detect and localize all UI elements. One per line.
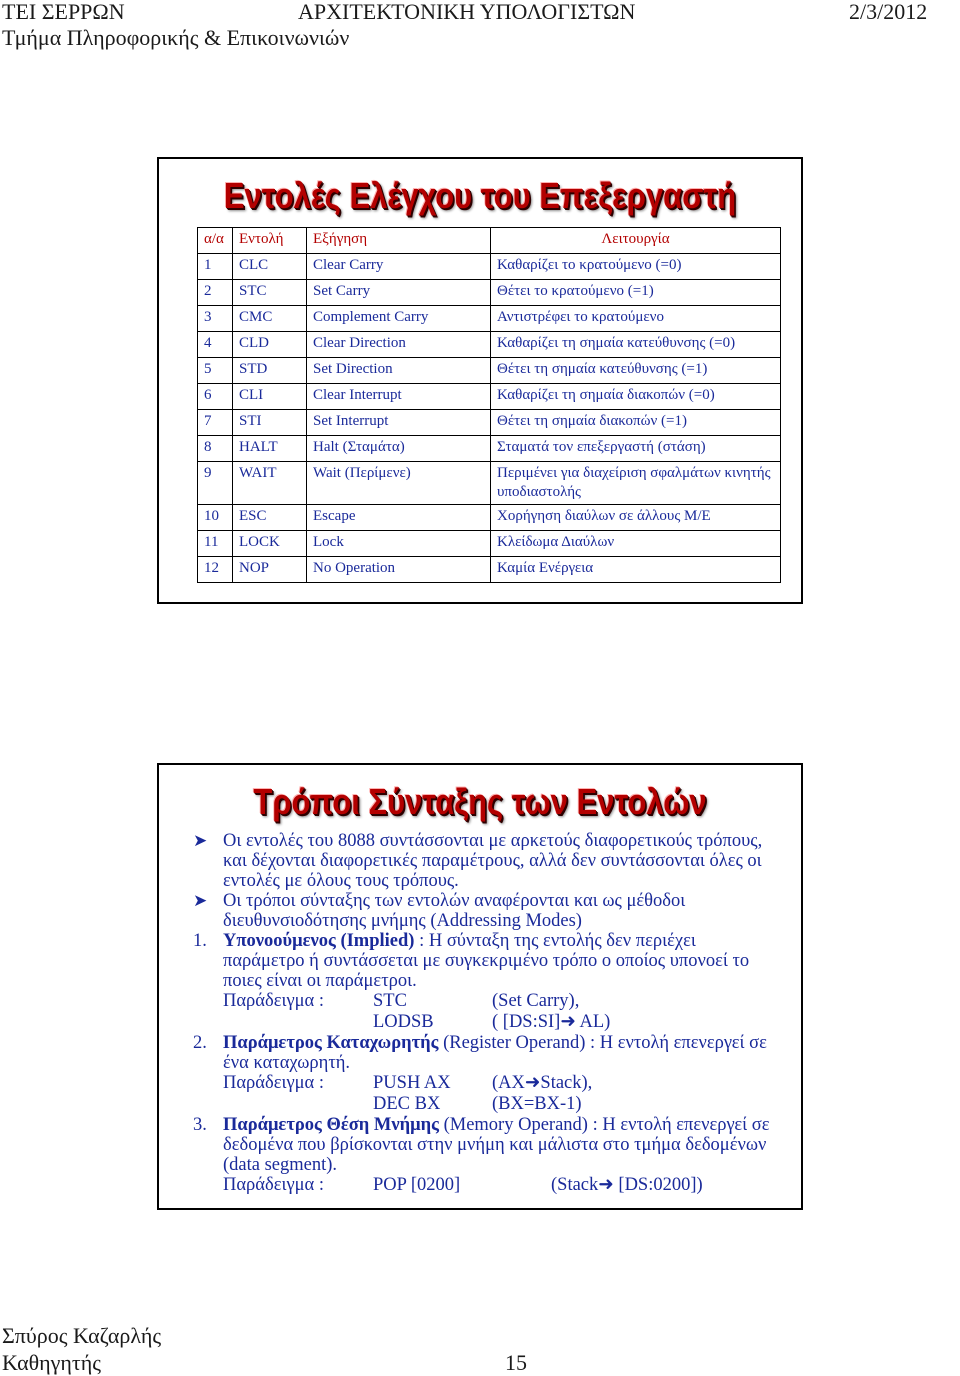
table-row — [198, 410, 781, 436]
header-date: 2/3/2012 — [849, 0, 928, 24]
item-text: (Memory Operand) : Η εντολή επενεργεί σε δεδομένα που βρίσκονται στην μνήμη και μάλιστα στο τμήμα δεδομένων (data segment). — [223, 1115, 770, 1175]
row-number: 12 — [198, 557, 233, 583]
instruction-function: Αντιστρέφει το κρατούμενο — [491, 306, 781, 332]
instruction-name: Clear Interrupt — [307, 384, 491, 410]
row-number: 7 — [198, 410, 233, 436]
instruction-mnemonic: STI — [233, 410, 307, 436]
row-number: 6 — [198, 384, 233, 410]
instruction-name: No Operation — [307, 557, 491, 583]
table-row — [198, 358, 781, 384]
instruction-function: Καμία Ενέργεια — [491, 557, 781, 583]
table-row — [198, 280, 781, 306]
page-number: 15 — [505, 1350, 527, 1375]
item-number: 3. — [193, 1115, 207, 1135]
column-header: Εντολή — [233, 228, 307, 254]
instruction-name: Halt (Σταμάτα) — [307, 436, 491, 462]
row-number: 3 — [198, 306, 233, 332]
instruction-table — [197, 227, 781, 583]
column-header: α/α — [198, 228, 233, 254]
table-row — [198, 557, 781, 583]
instruction-function: Κλείδωμα Διαύλων — [491, 531, 781, 557]
instruction-name: Clear Carry — [307, 254, 491, 280]
example-note: (Set Carry), — [492, 991, 580, 1011]
example-line — [189, 1073, 779, 1094]
example-note — [492, 1073, 592, 1093]
numbered-item — [189, 931, 779, 991]
item-term: Υπονοούμενος (Implied) — [223, 931, 415, 951]
instruction-mnemonic: ESC — [233, 505, 307, 531]
example-note — [551, 1175, 703, 1195]
footer-role: Καθηγητής — [2, 1350, 101, 1375]
slide-title: Τρόποι Σύνταξης των Εντολών — [253, 781, 707, 822]
row-number: 9 — [198, 462, 233, 505]
instruction-mnemonic: CLD — [233, 332, 307, 358]
table-row — [198, 306, 781, 332]
table-row — [198, 436, 781, 462]
slide-control-instructions — [157, 157, 803, 604]
example-line — [189, 991, 779, 1012]
instruction-mnemonic: HALT — [233, 436, 307, 462]
table-header-row — [198, 228, 781, 254]
instruction-function: Καθαρίζει τη σημαία κατεύθυνσης (=0) — [491, 332, 781, 358]
arrow-bullet-icon: ➤ — [193, 831, 208, 850]
instruction-function: Θέτει τη σημαία κατεύθυνσης (=1) — [491, 358, 781, 384]
example-note-part: [DS:0200]) — [613, 1175, 703, 1195]
instruction-function: Περιμένει για διαχείριση σφαλμάτων κινητής υποδιαστολής — [491, 462, 781, 505]
instruction-function: Σταματά τον επεξεργαστή (στάση) — [491, 436, 781, 462]
bullet-paragraph — [189, 891, 779, 931]
slide-body — [189, 831, 779, 1196]
instruction-mnemonic: LOCK — [233, 531, 307, 557]
example-label: Παράδειγμα : — [223, 1073, 324, 1093]
row-number: 10 — [198, 505, 233, 531]
header-department: Τμήμα Πληροφορικής & Επικοινωνιών — [2, 25, 350, 50]
instruction-mnemonic: CLC — [233, 254, 307, 280]
item-number: 2. — [193, 1033, 207, 1053]
bullet-text: Οι τρόποι σύνταξης των εντολών αναφέρονται και ως μέθοδοι διευθυνσιοδότησης μνήμης (Addressing Modes) — [223, 891, 686, 931]
row-number: 11 — [198, 531, 233, 557]
example-note-part: (Stack — [551, 1175, 599, 1195]
table-row — [198, 384, 781, 410]
footer-author: Σπύρος Καζαρλής — [2, 1323, 162, 1348]
header-course: ΑΡΧΙΤΕΚΤΟΝΙΚΗ ΥΠΟΛΟΓΙΣΤΩΝ — [298, 0, 636, 24]
example-note-part: AL) — [575, 1012, 611, 1032]
example-code: DEC BX — [373, 1094, 441, 1114]
arrow-bullet-icon: ➤ — [193, 891, 208, 910]
row-number: 8 — [198, 436, 233, 462]
example-line — [189, 1175, 779, 1196]
example-label: Παράδειγμα : — [223, 991, 324, 1011]
table-row — [198, 462, 781, 505]
instruction-name: Escape — [307, 505, 491, 531]
item-text: : Η σύνταξη της εντολής δεν περιέχει παράμετρο ή συντάσσεται με συγκεκριμένο τρόπο ο οποίος υπονοεί το ποιες είναι οι παράμετροι. — [223, 931, 750, 991]
example-line — [189, 1012, 779, 1033]
table-row — [198, 531, 781, 557]
row-number: 4 — [198, 332, 233, 358]
example-note — [492, 1012, 610, 1032]
item-text: (Register Operand) : Η εντολή επενεργεί σε ένα καταχωρητή. — [223, 1033, 767, 1073]
instruction-mnemonic: NOP — [233, 557, 307, 583]
instruction-name: Complement Carry — [307, 306, 491, 332]
example-code: PUSH AX — [373, 1073, 451, 1093]
example-note: (BX=BX-1) — [492, 1094, 582, 1114]
row-number: 5 — [198, 358, 233, 384]
right-arrow-icon: ➜ — [524, 1073, 541, 1093]
example-note-part: ( [DS:SI] — [492, 1012, 561, 1032]
right-arrow-icon: ➜ — [598, 1175, 614, 1195]
table-row — [198, 332, 781, 358]
example-note-part: (AX — [492, 1073, 525, 1093]
example-note-part: Stack), — [540, 1073, 593, 1093]
example-line — [189, 1094, 779, 1115]
instruction-name: Wait (Περίμενε) — [307, 462, 491, 505]
example-label: Παράδειγμα : — [223, 1175, 324, 1195]
row-number: 2 — [198, 280, 233, 306]
example-code: LODSB — [373, 1012, 434, 1032]
right-arrow-icon: ➜ — [560, 1012, 576, 1032]
header-school: ΤΕΙ ΣΕΡΡΩΝ — [2, 0, 125, 24]
instruction-name: Set Carry — [307, 280, 491, 306]
item-term: Παράμετρος Θέση Μνήμης — [223, 1115, 439, 1135]
numbered-item — [189, 1033, 779, 1073]
item-term: Παράμετρος Καταχωρητής — [223, 1033, 439, 1053]
instruction-mnemonic: CLI — [233, 384, 307, 410]
table-row — [198, 254, 781, 280]
instruction-function: Θέτει το κρατούμενο (=1) — [491, 280, 781, 306]
column-header: Εξήγηση — [307, 228, 491, 254]
row-number: 1 — [198, 254, 233, 280]
instruction-mnemonic: CMC — [233, 306, 307, 332]
instruction-mnemonic: STD — [233, 358, 307, 384]
instruction-name: Set Direction — [307, 358, 491, 384]
bullet-text: Οι εντολές του 8088 συντάσσονται με αρκετούς διαφορετικούς τρόπους, και δέχονται διαφορετικές παραμέτρους, αλλά δεν συντάσσονται όλες οι εντολές με όλους τους τρόπους. — [223, 831, 763, 891]
instruction-function: Χορήγηση διαύλων σε άλλους Μ/Ε — [491, 505, 781, 531]
instruction-mnemonic: STC — [233, 280, 307, 306]
numbered-item — [189, 1115, 779, 1175]
instruction-mnemonic: WAIT — [233, 462, 307, 505]
example-code: POP [0200] — [373, 1175, 461, 1195]
instruction-function: Καθαρίζει το κρατούμενο (=0) — [491, 254, 781, 280]
item-number: 1. — [193, 931, 207, 951]
slide-title: Εντολές Ελέγχου του Επεξεργαστή — [223, 175, 737, 216]
slide-addressing-modes — [157, 763, 803, 1210]
instruction-function: Θέτει τη σημαία διακοπών (=1) — [491, 410, 781, 436]
example-code: STC — [373, 991, 407, 1011]
instruction-name: Set Interrupt — [307, 410, 491, 436]
bullet-paragraph — [189, 831, 779, 891]
column-header: Λειτουργία — [491, 228, 781, 254]
instruction-function: Καθαρίζει τη σημαία διακοπών (=0) — [491, 384, 781, 410]
instruction-name: Lock — [307, 531, 491, 557]
table-row — [198, 505, 781, 531]
instruction-name: Clear Direction — [307, 332, 491, 358]
